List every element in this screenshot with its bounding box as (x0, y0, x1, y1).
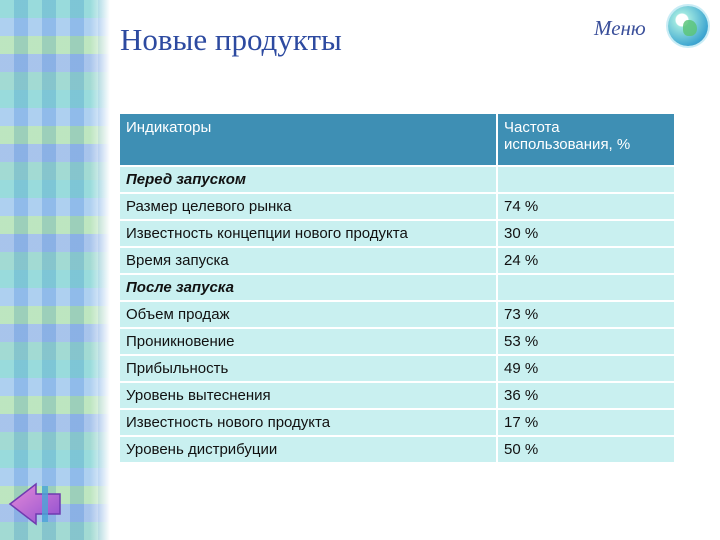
frequency-value: 73 % (497, 301, 675, 328)
indicators-table (118, 112, 676, 464)
frequency-value (497, 274, 675, 301)
indicator-label: Известность концепции нового продукта (119, 220, 497, 247)
indicator-label: Объем продаж (119, 301, 497, 328)
indicator-label: Уровень дистрибуции (119, 436, 497, 463)
globe-icon[interactable] (668, 6, 708, 46)
table-row (119, 355, 675, 382)
table-row (119, 328, 675, 355)
indicator-label: Известность нового продукта (119, 409, 497, 436)
frequency-value: 30 % (497, 220, 675, 247)
column-header-indicators: Индикаторы (119, 113, 497, 166)
table-row (119, 301, 675, 328)
back-arrow-icon[interactable] (8, 480, 62, 528)
indicator-label: Проникновение (119, 328, 497, 355)
frequency-value: 74 % (497, 193, 675, 220)
decorative-side-strip (0, 0, 110, 540)
table-row (119, 409, 675, 436)
indicator-label: Размер целевого рынка (119, 193, 497, 220)
section-label: Перед запуском (119, 166, 497, 193)
frequency-value: 17 % (497, 409, 675, 436)
frequency-value: 24 % (497, 247, 675, 274)
indicator-label: Уровень вытеснения (119, 382, 497, 409)
table-row (119, 382, 675, 409)
frequency-value: 49 % (497, 355, 675, 382)
table-row (119, 193, 675, 220)
frequency-value: 50 % (497, 436, 675, 463)
table-row (119, 247, 675, 274)
page-title: Новые продукты (120, 22, 342, 57)
section-row (119, 166, 675, 193)
table-row (119, 220, 675, 247)
frequency-value: 36 % (497, 382, 675, 409)
frequency-value (497, 166, 675, 193)
section-label: После запуска (119, 274, 497, 301)
table-row (119, 436, 675, 463)
frequency-value: 53 % (497, 328, 675, 355)
section-row (119, 274, 675, 301)
table-header-row (119, 113, 675, 166)
column-header-frequency: Частота использования, % (497, 113, 675, 166)
indicator-label: Время запуска (119, 247, 497, 274)
menu-link[interactable]: Меню (594, 16, 646, 40)
indicator-label: Прибыльность (119, 355, 497, 382)
